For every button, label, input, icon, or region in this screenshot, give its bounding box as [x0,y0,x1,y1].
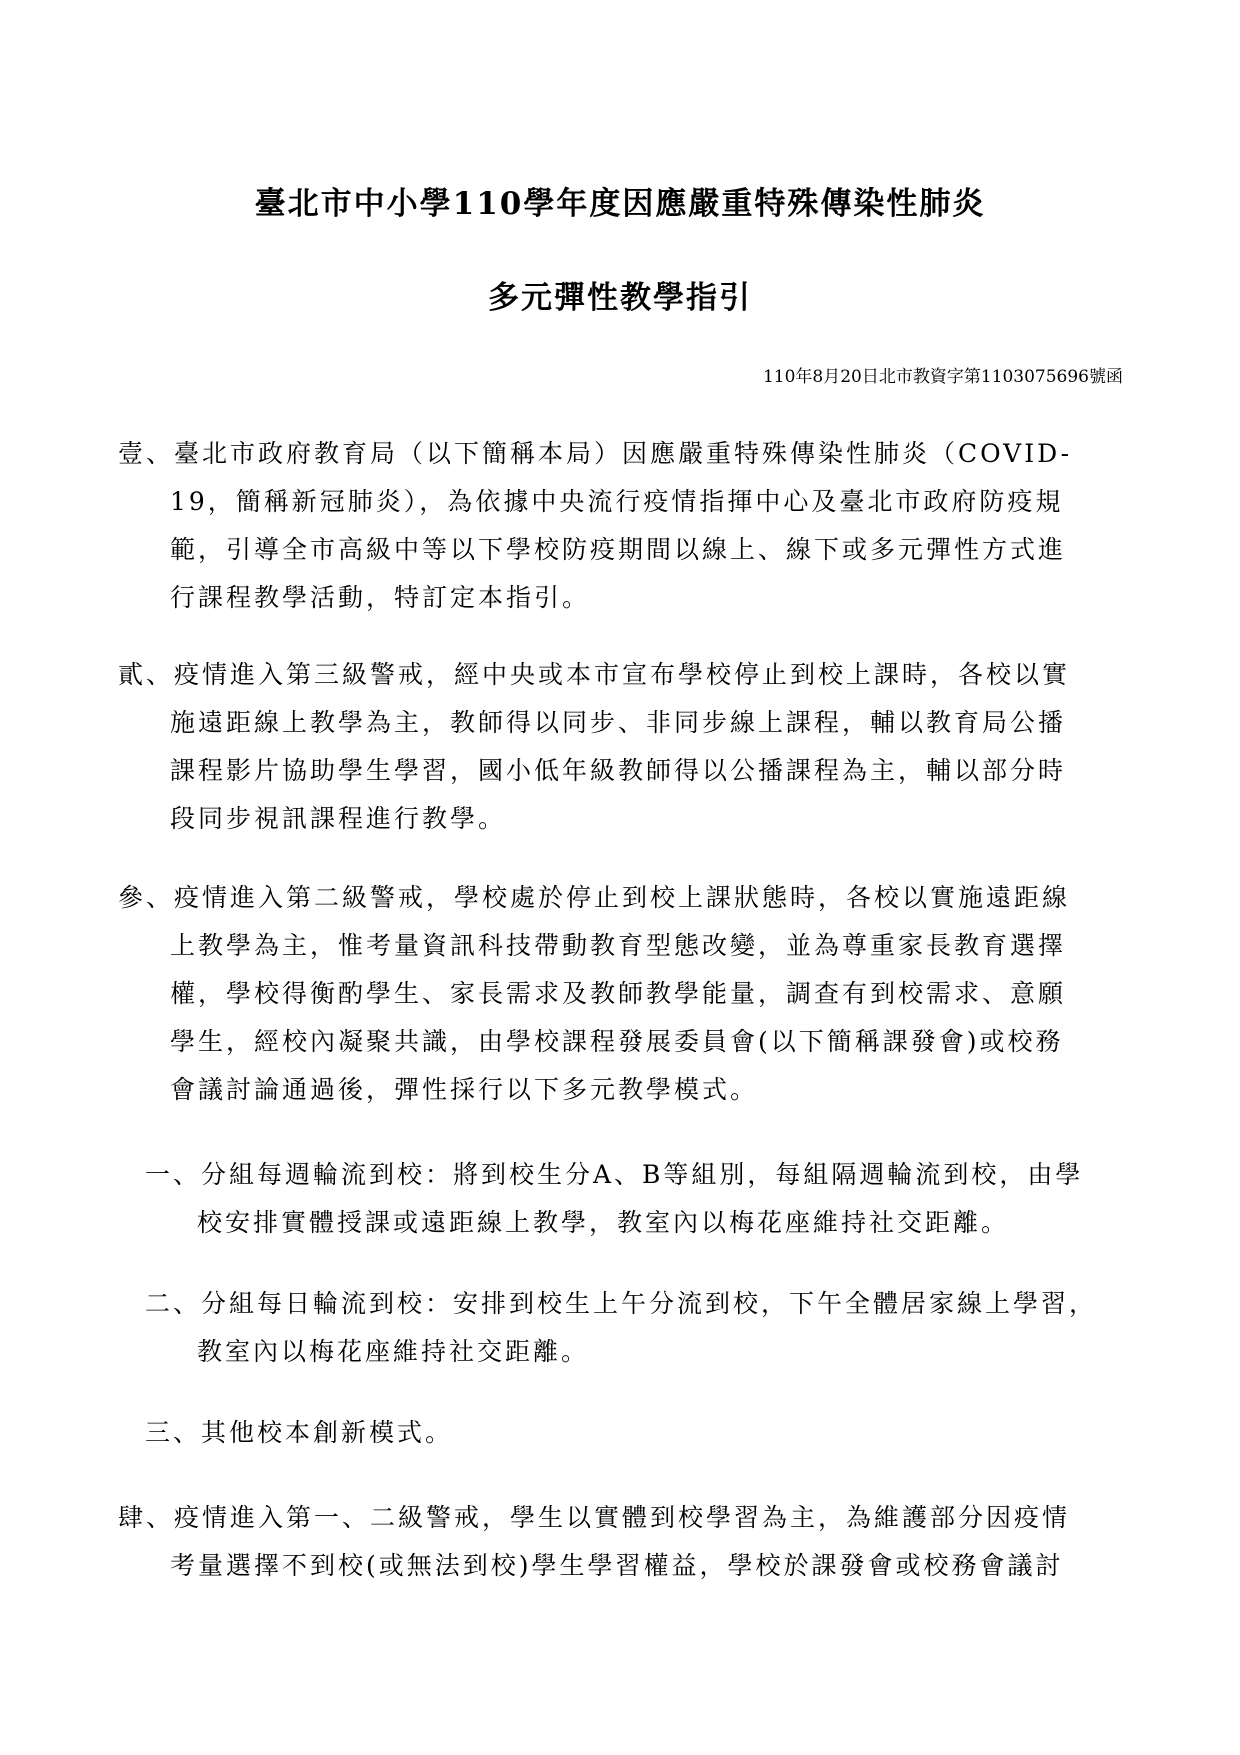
section-1-paragraph [118,430,1128,622]
subsection-1-paragraph [145,1151,1155,1247]
paragraph-line: 行課程教學活動，特訂定本指引。 [170,583,591,612]
paragraph-line: 一、分組每週輪流到校：將到校生分A、B等組別，每組隔週輪流到校，由學 [145,1160,1084,1189]
paragraph-line: 三、其他校本創新模式。 [145,1418,454,1447]
paragraph-line: 教室內以梅花座維持社交距離。 [197,1337,590,1366]
paragraph-line: 施遠距線上教學為主，教師得以同步、非同步線上課程，輔以教育局公播 [170,708,1067,737]
document-title-line-1: 臺北市中小學110學年度因應嚴重特殊傳染性肺炎 [254,186,986,222]
paragraph-line: 段同步視訊課程進行教學。 [170,804,507,833]
paragraph-line: 肆、疫情進入第一、二級警戒，學生以實體到校學習為主，為維護部分因疫情 [118,1503,1071,1532]
paragraph-line: 貳、疫情進入第三級警戒，經中央或本市宣布學校停止到校上課時，各校以實 [118,660,1071,689]
subsection-2-paragraph [145,1280,1155,1376]
document-title-line-2: 多元彈性教學指引 [488,280,752,316]
paragraph-line: 19，簡稱新冠肺炎），為依據中央流行疫情指揮中心及臺北市政府防疫規 [170,487,1064,516]
paragraph-line: 上教學為主，惟考量資訊科技帶動教育型態改變，並為尊重家長教育選擇 [170,931,1067,960]
section-4-paragraph [118,1494,1128,1590]
document-reference: 110年8月20日北市教資字第1103075696號函 [762,367,1123,387]
subsection-3-paragraph [145,1409,1155,1457]
section-3-paragraph [118,874,1128,1114]
paragraph-line: 範，引導全市高級中等以下學校防疫期間以線上、線下或多元彈性方式進 [170,535,1067,564]
paragraph-line: 校安排實體授課或遠距線上教學，教室內以梅花座維持社交距離。 [197,1208,1010,1237]
paragraph-line: 參、疫情進入第二級警戒，學校處於停止到校上課狀態時，各校以實施遠距線 [118,883,1071,912]
paragraph-line: 課程影片協助學生學習，國小低年級教師得以公播課程為主，輔以部分時 [170,756,1067,785]
paragraph-line: 會議討論通過後，彈性採行以下多元教學模式。 [170,1075,759,1104]
paragraph-line: 權，學校得衡酌學生、家長需求及教師教學能量，調查有到校需求、意願 [170,979,1067,1008]
section-2-paragraph [118,651,1128,843]
paragraph-line: 學生，經校內凝聚共識，由學校課程發展委員會(以下簡稱課發會)或校務 [170,1027,1064,1056]
paragraph-line: 考量選擇不到校(或無法到校)學生學習權益，學校於課發會或校務會議討 [170,1551,1064,1580]
paragraph-line: 二、分組每日輪流到校：安排到校生上午分流到校，下午全體居家線上學習， [145,1289,1098,1318]
paragraph-line: 壹、臺北市政府教育局（以下簡稱本局）因應嚴重特殊傳染性肺炎（COVID- [118,439,1073,468]
